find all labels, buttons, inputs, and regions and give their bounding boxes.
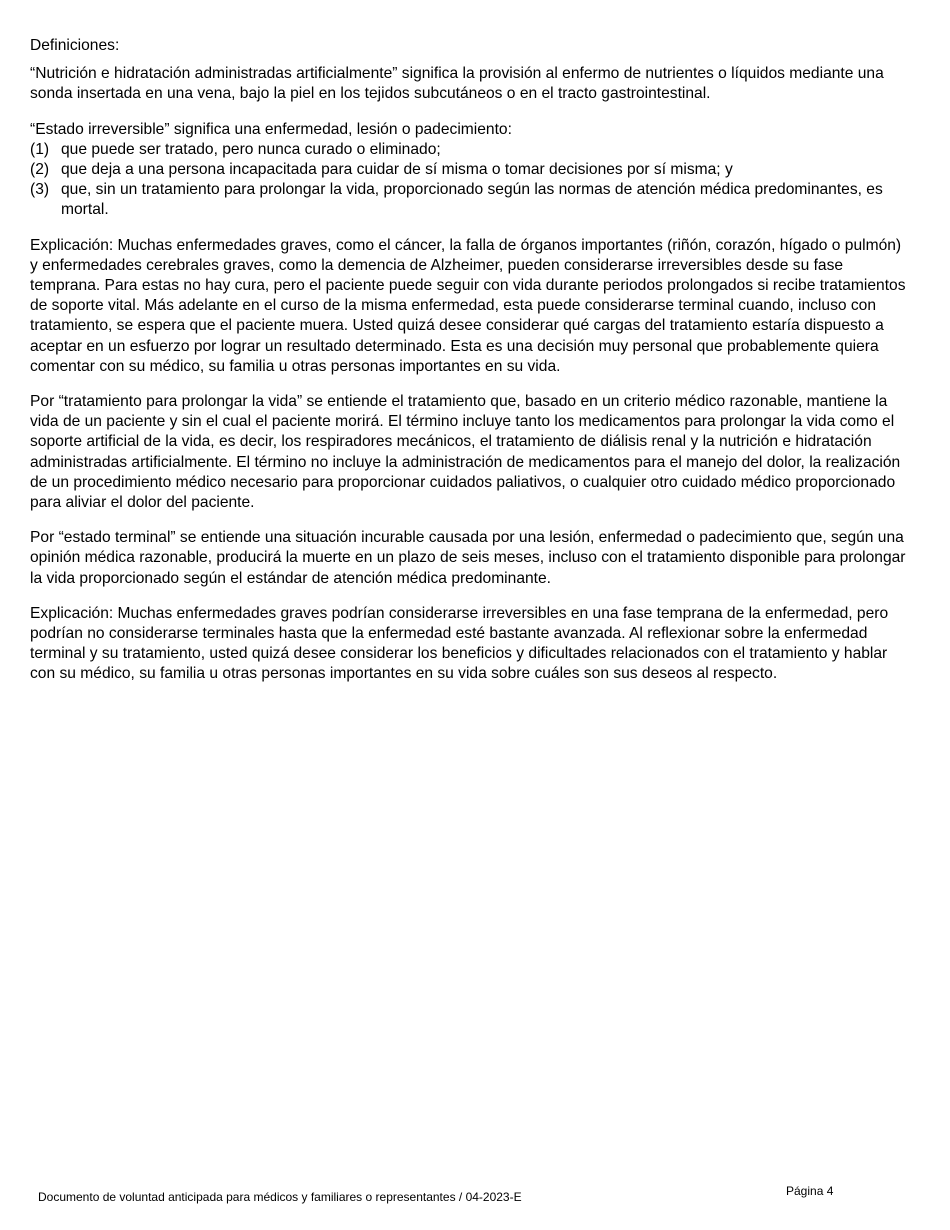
footer-page-number: Página 4 [786,1184,834,1198]
list-item [30,140,912,160]
nutrition-definition: “Nutrición e hidratación administradas artificialmente” significa la provisión al enfermo de nutrientes o líquidos mediante una sonda insertada en una vena, bajo la piel en los tejidos subcutáneos o en el tracto gastrointestinal. [30,65,884,103]
list-item-number: (3) [30,181,50,199]
explanation-paragraph-2: Explicación: Muchas enfermedades graves podrían considerarse irreversibles en una fase temprana de la enfermedad, pero podrían no considerarse terminales hasta que la enfermedad esté bastante avanzada. Al reflexionar sobre la enfermedad terminal y su tratamiento, usted quizá desee considerar los beneficios y dificultades relacionados con el tratamiento y hablar con su médico, su familia u otras personas importantes en su vida sobre cuáles son sus deseos al respecto. [30,604,889,683]
page-content [30,36,912,700]
list-item [30,180,912,220]
terminal-definition: Por “estado terminal” se entiende una situación incurable causada por una lesión, enfermedad o padecimiento que, según una opinión médica razonable, producirá la muerte en un plazo de seis meses, incluso con el tratamiento disponible para prolongar la vida proporcionado según el estándar de atención médica predominante. [30,529,906,587]
life-prolonging-definition: Por “tratamiento para prolongar la vida” se entiende el tratamiento que, basado en un criterio médico razonable, mantiene la vida de un paciente y sin el cual el paciente morirá. El término incluye tanto los medicamentos para prolongar la vida como el soporte artificial de la vida, es decir, los respiradores mecánicos, el tratamiento de diálisis renal y la nutrición e hidratación administradas artificialmente. El término no incluye la administración de medicamentos para el manejo del dolor, la realización de un procedimiento médico necesario para proporcionar cuidados paliativos, o cualquier otro cuidado médico proporcionado para aliviar el dolor del paciente. [30,393,901,512]
irreversible-list [30,140,912,221]
footer-document-title: Documento de voluntad anticipada para médicos y familiares o representantes / 04-2023-E [38,1190,522,1204]
list-item-number: (1) [30,140,50,158]
list-item [30,160,912,180]
irreversible-intro: “Estado irreversible” significa una enfermedad, lesión o padecimiento: [30,120,512,138]
list-item-text: que deja a una persona incapacitada para cuidar de sí misma o tomar decisiones por sí misma; y [61,161,733,179]
definitions-heading: Definiciones: [30,37,120,54]
list-item-text: que, sin un tratamiento para prolongar la vida, proporcionado según las normas de atención médica predominantes, es mortal. [61,181,883,219]
explanation-paragraph-1: Explicación: Muchas enfermedades graves, como el cáncer, la falla de órganos importantes (riñón, corazón, hígado o pulmón) y enfermedades cerebrales graves, como la demencia de Alzheimer, pueden considerarse irreversibles desde su fase temprana. Para estas no hay cura, pero el paciente puede seguir con vida durante periodos prolongados si recibe tratamientos de soporte vital. Más adelante en el curso de la misma enfermedad, esta puede considerarse terminal cuando, incluso con tratamiento, se espera que el paciente muera. Usted quizá desee considerar qué cargas del tratamiento estaría dispuesto a aceptar en un esfuerzo por lograr un resultado determinado. Esta es una decisión muy personal que probablemente quiera comentar con su médico, su familia u otras personas importantes en su vida. [30,236,906,375]
list-item-text: que puede ser tratado, pero nunca curado o eliminado; [61,140,441,158]
list-item-number: (2) [30,161,50,179]
